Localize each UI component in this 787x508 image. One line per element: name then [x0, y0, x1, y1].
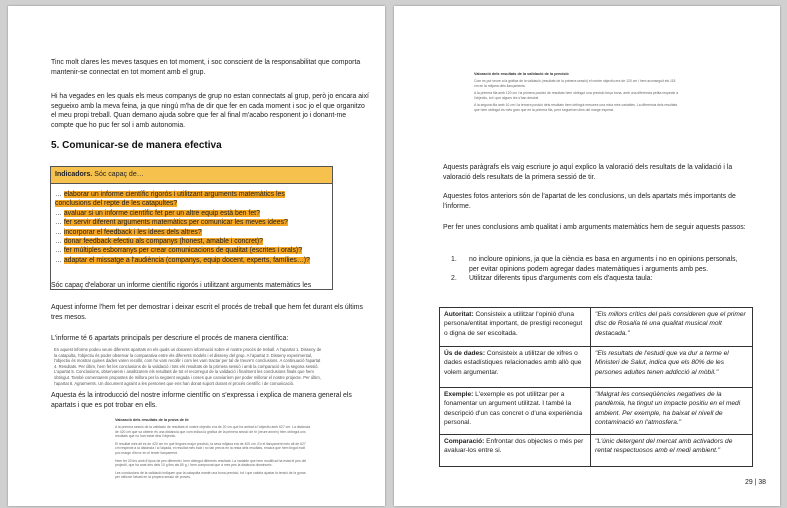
left-page [8, 6, 385, 506]
embedded-validation-image [474, 72, 679, 152]
argument-term: Exemple: [444, 391, 474, 398]
conclusion-step [451, 255, 741, 274]
argument-term: Autoritat: [444, 311, 474, 318]
paragraph-aquest-informe: Aquest informe l'hem fet per demostrar i deixar escrit el procés de treball que hem fet durant els últims tres mesos. [51, 304, 363, 321]
indicator-highlight: donar feedback efectiu als companys (honest, amable i concret)? [63, 238, 263, 246]
paragraph-valoracio: Aquests paràgrafs els vaig escriure jo aquí explico la valoració dels resultats de la validació i la valoració dels resultats de la primera sessió de tir. [443, 164, 733, 181]
embedded-result-paragraph: Hem fet 20 tirs amb 8 tipus de pes diferents i hem obtingut diferents resultats. La variable que hem modificat ha estat el pes del projectil, que ha anat des dels 10 g fins als 80 g, i hem comprovat que a més pes la distància disminueix. [115, 458, 307, 468]
argument-definition-cell [440, 388, 591, 435]
conclusion-steps-list [451, 255, 741, 284]
embedded-result-paragraph: El resultat més alt és de 420 cm en què tingues major precisió, la seva mitjana era de 400 cm. En el llançament més alt de 627 cm respecte a la distància i a l'alçada, el resultat més baix i no tan precís en la resta dels resultats, encara que hem tingut molt poc marge d'error en el tercer llançament. [115, 441, 306, 455]
embedded-summary-image: En aquest informe podeu veure diferents apartats en els quals us donarem informació sobre el nostre procés de treball. A l'apartat 1. Disseny de la catapulta, l'objectiu és poder observar la comparativa entre els diferents models i el disseny del grup. A l'apartat 3. Disseny experimental, l'objectiu és mostrar quines dades varen recollir, com ho vam recollir i com les vam tractar per tal de treure'n conclusions. A continuació l'apartat 4. Resultats. Per últim, hem fet les conclusions de la validació i tots els resultats de la primera sessió i amb la comparació de la segona sessió. L'apartat 5. Conclusions, observarem i analitzarem els resultats de tot el recorregut de la validació i finalment les conclusions finals que hem obtingut. També comentarem propostes de millora per la següent vegada i coses que canviaríem per poder millorar el nostre projecte. Per últim, l'apartat 6. Agraïments. Un document agraint a les persones que ens han donat suport durant el procés científic i de comunicació. [54, 347, 322, 386]
indicator-item: … incorporar el feedback i les idees dels altres? [55, 228, 202, 236]
indicator-item: … avaluar si un informe científic fet per un altre equip està ben fet? [55, 209, 260, 217]
indicator-item: … fer múltiples esborranys per crear comunicacions de qualitat (escrites i orals)? [55, 247, 303, 255]
argument-term: Comparació: [444, 438, 485, 445]
embedded-result-paragraph: A la primera sessió de la validació de resultats el nostre objectiu era de 20 cm que ha arribat a l'objectiu amb 627 cm. La distància de 420 cm que va obtenir és una distància que com indica la gràfica de la primera sessió de tir (veure annex) hem obtingut uns resultats que no han estat dins l'objectiu. [115, 425, 311, 439]
indicator-highlight: avaluar si un informe científic fet per un altre equip està ben fet? [63, 209, 260, 217]
indicator-item: … elaborar un informe científic rigorós i utilitzant arguments matemàtics les [55, 191, 285, 198]
argument-example-cell: "L'únic detergent del mercat amb activadors de rentat respectuosos amb el medi ambient." [591, 435, 753, 467]
indicator-item: … donar feedback efectiu als companys (honest, amable i concret)? [55, 238, 263, 246]
indicators-label: Indicadors. [55, 171, 93, 178]
indicators-heading [51, 167, 332, 184]
paragraph-soc-capac: Sóc capaç d'elaborar un informe científic rigorós i utilitzant arguments matemàtics les [51, 282, 312, 289]
embedded-result-paragraph: Les conclusions de la validació indiquen que la catapulta manté una bona precisió, tot i que caldria ajustar la tensió de la goma per millorar l'abast en la propera sessió de proves. [115, 470, 306, 480]
step-text: no incloure opinions, ja que la ciència es basa en arguments i no en opinions personals, per evitar opinions podem agregar dades matemàtiques i arguments amb pes. [469, 256, 738, 273]
indicator-highlight: fer múltiples esborranys per crear comunicacions de qualitat (escrites i orals)? [63, 247, 303, 255]
argument-definition: Consisteix a utilitzar l'opinió d'una persona/entitat important, de prestigi reconegut o digna de ser escoltada. [444, 311, 583, 337]
paragraph-fotos: Aquestes fotos anteriors són de l'apartat de les conclusions, un dels apartats més importants de l'informe. [443, 193, 736, 210]
argument-term: Ús de dades: [444, 350, 486, 357]
argument-example-cell: "Malgrat les conseqüències negatives de la pandèmia, ha tingut un impacte positiu en el medi ambient. Per exemple, ha baixat el nivell de contaminació en l'atmosfera." [591, 388, 753, 435]
argument-definition-cell [440, 308, 591, 347]
table-row [440, 347, 753, 388]
indicator-highlight: elaborar un informe científic rigorós i utilitzant arguments matemàtics les [63, 191, 285, 198]
embedded-validation-paragraph: A la primera fila amb 120 cm i la primera posició de resultats hem obtingut una precisió força bona, amb una diferència petita respecte a l'objectiu, tot i que alguns tirs s'han desviat. [474, 91, 679, 100]
step-number: 1. [451, 256, 457, 263]
embedded-result-title: Valoració dels resultats de la prova de tir [115, 418, 189, 422]
argument-definition: Consisteix a utilitzar de xifres o dades estadístiques relacionades amb allò que volem argumentar. [444, 350, 582, 376]
indicator-item [55, 199, 332, 208]
argument-definition-cell [440, 435, 591, 467]
indicators-list [51, 190, 332, 265]
conclusion-step [451, 274, 741, 284]
step-text: Utilitzar diferents tipus d'arguments com els d'aquesta taula: [469, 275, 653, 283]
embedded-validation-paragraph: Com es pot veure a la gràfica de la validació (resultats de la primera sessió) el nostre objectiu era de 120 cm i hem aconseguit els 118 cm en la mitjana dels llançaments. [474, 79, 676, 88]
indicator-highlight: fer servir diferent arguments matemàtics per comunicar les meves idees? [63, 219, 288, 227]
indicator-item: … fer servir diferent arguments matemàtics per comunicar les meves idees? [55, 219, 288, 227]
page-number: 29 | 38 [745, 479, 766, 486]
indicator-highlight: conclusions del repte de les catapultes? [55, 200, 178, 208]
argument-example-cell: "Els millors crítics del país consideren que el primer disc de Rosalía té una qualitat musical molt destacada." [591, 308, 753, 347]
right-page [394, 6, 780, 506]
paragraph-introduccio: Aquesta és la introducció del nostre informe científic on s'expressa i explica de manera general els apartats i que es pot trobar en ells. [51, 392, 352, 409]
paragraph-responsibility: Tinc molt clares les meves tasques en tot moment, i soc conscient de la responsabilitat que comporta mantenir-se connectat en tot moment amb el grup. [51, 59, 361, 76]
indicator-item: … adaptar el missatge a l'audiència (companys, equip docent, experts, famílies…)? [55, 256, 310, 264]
indicator-highlight: incorporar el feedback i les idees dels altres? [63, 228, 202, 236]
table-row [440, 435, 753, 467]
argument-example-cell: "Els resultats de l'estudi que va dur a terme el Ministeri de Salut, indica que els 80% de les persones adultes tenen addicció al mòbil." [591, 347, 753, 388]
indicator-highlight: adaptar el missatge a l'audiència (companys, equip docent, experts, famílies…)? [63, 256, 310, 264]
arguments-table [439, 307, 753, 467]
indicators-box [50, 166, 333, 290]
indicators-heading-rest: Sóc capaç de… [92, 171, 144, 178]
embedded-validation-title: Valoració dels resultats de la validació de la precisió [474, 72, 569, 76]
paragraph-informe-apartats: L'informe té 6 apartats principals per descriure el procés de manera científica: [51, 335, 289, 342]
embedded-validation-paragraph: A la segona fila amb 10 cm i la tercera posició dels resultats hem obtingut mesures una mica més variables. La diferència dels resultats que hem obtingut és més gran que en la primera fila, però segueixen dins del marge esperat. [474, 103, 678, 112]
argument-definition-cell [440, 347, 591, 388]
argument-definition: L'exemple es pot utilitzar per a fonamentar un argument utilitzat. I també la descripció d'un cas concret o d'una experiència personal. [444, 391, 583, 426]
argument-definition: Enfrontar dos objectes o més per avaluar-los entre si. [444, 438, 584, 455]
table-row [440, 308, 753, 347]
section-title: 5. Comunicar-se de manera efectiva [51, 140, 222, 151]
table-row [440, 388, 753, 435]
embedded-result-image [115, 418, 311, 506]
paragraph-autonomy: Hi ha vegades en les quals els meus companys de grup no estan connectats al grup, però jo encara així segueixo amb la meva feina, ja que ningú m'ha de dir que fer en cada moment i soc jo el que organitzo el meu propi treball. Quan demano ajuda sobre que fer al final m'acabo responent jo i donant-me compte que ho puc fer sol i amb autonomia. [51, 93, 369, 129]
step-number: 2. [451, 275, 457, 283]
paragraph-passos: Per fer unes conclusions amb qualitat i amb arguments matemàtics hem de seguir aquests passos: [443, 224, 746, 231]
